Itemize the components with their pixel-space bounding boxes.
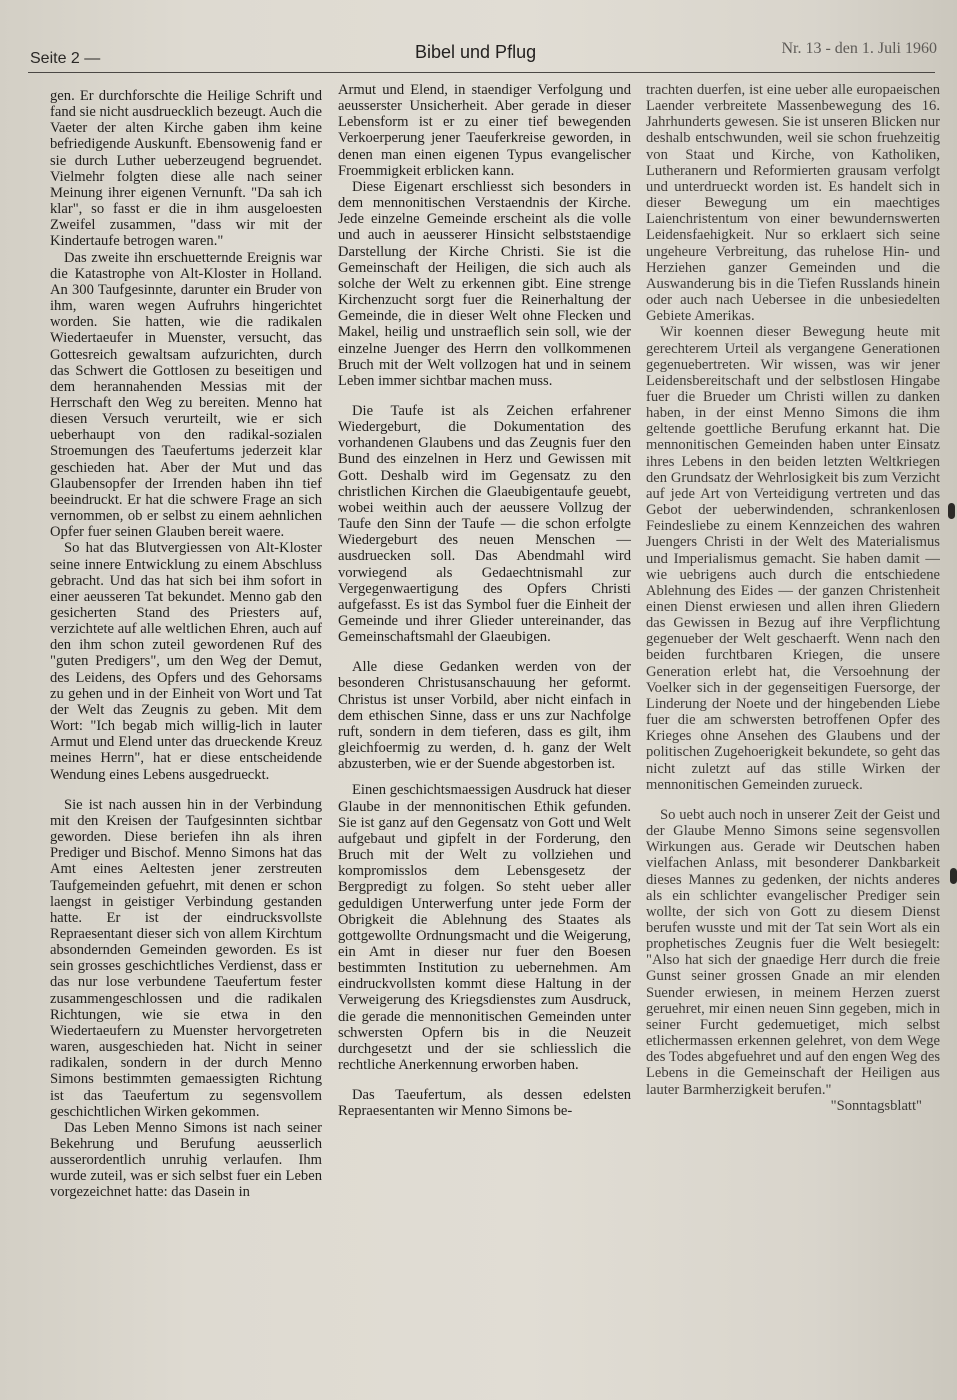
paragraph: Die Taufe ist als Zeichen erfahrener Wiedergeburt, die Dokumentation des vorhandenen Glaubens und das Zeugnis fuer den Bund des einzelnen in Herz und Gewissen mit Gott. Deshalb wird im Gegensatz zu den christlichen Kirchen die Glaeubigentaufe geuebt, wobei weithin auch der aeussere Vollzug der Taufe den Sinn der Taufe — die schon erfolgte Wiedergeburt des neuen Menschen — ausdruecken soll. Das Abendmahl wird vorwiegend als Gedaechtnismahl zur Vergegenwaertigung des Opfers Christi aufgefasst. Es ist das Symbol fuer die Einheit der Gemeinde und ihrer Glieder untereinander, das Gemeinschaftsmahl der Glaeubigen. bbox=[338, 402, 631, 646]
paragraph: gen. Er durchforschte die Heilige Schrift und fand sie nicht ausdruecklich bezeugt. Auch die Vaeter der alten Kirche gaben ihm keine befriedigende Auskunft. Ebensowenig fand er sie durch Luther ueberzeugend begruendet. Vielmehr folgten diese alle nach seiner Meinung ihrer eigenen Vernunft. "Da sah ich klar", so fasst er die in ihm ausgeloesten Zweifel zusammen, "dass wir mit der Kindertaufe betrogen waren." bbox=[50, 88, 322, 250]
page-header bbox=[30, 40, 939, 74]
paragraph: Alle diese Gedanken werden von der besonderen Christusanschauung her geformt. Christus ist unser Vorbild, aber nicht einfach in dem ethischen Sinne, dass er uns zur Nachfolge ruft, sondern in dem tieferen, dass es gilt, ihm gleichfoermig zu werden, d. h. ganz der Welt abzusterben, wie er der Suende abgestorben ist. bbox=[338, 659, 631, 773]
binding-hole-mark bbox=[950, 868, 957, 884]
paragraph: Das Leben Menno Simons ist nach seiner Bekehrung und Berufung aeusserlich ausserordentlich unruhig verlaufen. Ihm wurde zuteil, was er sich selbst fuer ein Leben vorgezeichnet hatte: das Dasein in bbox=[50, 1119, 322, 1201]
paragraph: So hat das Blutvergiessen von Alt-Kloster seine innere Entwicklung zu einem Abschluss gebracht. Und das hat sich bei ihm sofort in einer aeusseren Tat bekundet. Menno gab den gesicherten Stand des Priesters auf, verzichtete auf alle weltlichen Ehren, auch auf den ihm schon zuteil gewordenen Ruf des "guten Predigers", um den Weg der Demut, des Leidens, des Opfers und des Gehorsams zu gehen und in der Einheit von Wort und Tat der Welt das Zeugnis zu geben. Mit dem Wort: "Ich begab mich willig-lich in lauter Armut und Elend unter das drueckende Kreuz meines Herrn", hat er diese entscheidende Wendung eines Lebens ausgedrueckt. bbox=[50, 540, 322, 783]
paragraph: Wir koennen dieser Bewegung heute mit gerechterem Urteil als vergangene Generationen gegenuebertreten. Wir wissen, was wir jener Leidensbereitschaft und der selbstlosen Hingabe fuer die Brueder um Christi willen zu danken haben, in der einst Menno Simons die ihm geltende goettliche Berufung erkannt hat. Die mennonitischen Gemeinden haben unter Einsatz ihres Lebens in den beiden letzten Weltkriegen den Grundsatz der Wehrlosigkeit bis zum Verzicht auf jede Art von Verteidigung vertreten und das Gebot der ueberwindenden, schrankenlosen Feindesliebe zu einem Kennzeichen des wahren Juengers Christi in der Welt des Materialismus und Imperialismus gemacht. Sie haben damit — wie uebrigens auch durch die entschiedene Ablehnung des Eides — der ganzen Christenheit einen Dienst erwiesen und allen ihren Gliedern das Gewissen in Bezug auf ihre Verpflichtung gegenueber der Welt geschaerft. Wenn nach den beiden furchtbaren Kriegen, die unsere Generation erlebt hat, die Versoehnung der Voelker sich in der gegenseitigen Fuersorge, der Linderung der Noete und der hingebenden Liebe fuer die am schwersten betroffenen Opfer des Krieges ohne Ansehen des Glaubens und der politischen Zugehoerigkeit bekundete, so geht das nicht zuletzt auf das stille Wirken der mennonitischen Gemeinden zurueck. bbox=[646, 324, 940, 793]
paragraph: Sie ist nach aussen hin in der Verbindung mit den Kreisen der Taufgesinnten sichtbar geworden. Diese beriefen ihn als ihren Prediger und Bischof. Menno Simons hat das Amt eines Aeltesten jener zerstreuten Taufgemeinden gefuehrt, mit denen er schon laengst in geistiger Verbindung gestanden hatte. Er ist der eindrucksvollste Repraesentant dieser sich von allem Kirchtum absondernden Gemeinden geworden. Es ist sein grosses geschichtliches Verdienst, dass er das nur lose verbundene Taeufertum fester zusammengeschlossen und die radikalen Richtungen, wie sie etwa in den Wiedertaeufern zu Muenster hervorgetreten waren, ausgeschieden hat. Nicht in seiner radikalen, sondern in der durch Menno Simons bestimmten gemaessigten Richtung ist das Taeufertum zu segensvollem geschichtlichen Wirken gekommen. bbox=[50, 796, 322, 1120]
paragraph: Einen geschichtsmaessigen Ausdruck hat dieser Glaube in der mennonitischen Ethik gefunden. Sie ist ganz auf den Gegensatz von Gott und Welt aufgebaut und gipfelt in der Forderung, den Bruch mit der Welt zu vollziehen und kompromisslos dem Lebensgesetz der Bergpredigt zu folgen. So steht ueber aller geduldigen Unterwerfung unter jede Form der Obrigkeit die Ablehnung des Staates als gottgewollte Ordnungsmacht und die Weigerung, ein Amt in dieser nur fuer den Boesen bestimmten Institution zu uebernehmen. Am eindruckvollsten kommt diese Haltung in der Verweigerung des Kriegsdienstes zum Ausdruck, die gerade die mennonitischen Gemeinden unter schwersten Opfern bis in die Neuzeit durchgesetzt und der sie schliesslich die rechtliche Anerkennung erworben haben. bbox=[338, 782, 631, 1074]
text-column-2 bbox=[338, 82, 631, 1382]
issue-date: Nr. 13 - den 1. Juli 1960 bbox=[781, 40, 937, 57]
header-rule bbox=[28, 72, 935, 73]
page-number-label: Seite 2 — bbox=[30, 50, 101, 67]
publication-title: Bibel und Pflug bbox=[415, 42, 537, 62]
paragraph: So uebt auch noch in unserer Zeit der Geist und der Glaube Menno Simons seine segensvollen Wirkungen aus. Gerade wir Deutschen haben vielfachen Anlass, mit besonderer Dankbarkeit dieses Mannes zu gedenken, der nichts anderes als ein schlichter evangelischer Prediger sein wollte, der sich von Gott zu diesem Dienst berufen wusste und mit der Tat sein Wort als ein prophetisches Zeugnis fuer die Welt besiegelt: "Also hat sich der gnaedige Herr durch die freie Gunst seiner grossen Gnade an mir elenden Suender erwiesen, in meinem Herzen zuerst geruehret, mir einen neuen Sinn gegeben, mich in seiner Furcht gedemuetiget, mich selbst etlichermassen erkennen gelehret, von dem Wege des Todes abgefuehret und auf den engen Weg des Lebens in die Gemeinschaft der Heiligen aus lauter Barmherzigkeit berufen." bbox=[646, 806, 940, 1098]
binding-hole-mark bbox=[948, 503, 955, 519]
paragraph: Diese Eigenart erschliesst sich besonders in dem mennonitischen Verstaendnis der Kirche. Jede einzelne Gemeinde erscheint als die volle und auch in aeusserer Hinsicht selbststaendige Darstellung der Kirche Christi. Sie ist die Gemeinschaft der Heiligen, die sich auch als solche der Welt zu erkennen gibt. Eine strenge Kirchenzucht sorgt fuer die Reinerhaltung der Gemeinde, die in dieser Welt ohne Flecken und Makel, heilig und unstraeflich sein soll, wie der einzelne Juenger des Herrn den vollkommenen Bruch mit der Welt vollzogen hat und in seinem Leben immer sichtbar machen muss. bbox=[338, 178, 631, 389]
text-column-1 bbox=[50, 88, 322, 1388]
paragraph: trachten duerfen, ist eine ueber alle europaeischen Laender verbreitete Massenbewegung des 16. Jahrhunderts gewesen. Sie ist unseren Blicken nur deshalb entschwunden, weil sie schon fruehzeitig von Staat und Kirche, von Katholiken, Lutheranern und Reformierten grausam verfolgt und unterdrueckt worden ist. Es handelt sich in dieser Bewegung um ein maechtiges Laienchristentum von einer bewundernswerten Leidensfaehigkeit. Nur so erklaert sich seine ungeheure Verbreitung, das ruhelose Hin- und Herziehen ganzer Gemeinden und die Auswanderung bis in die Tiefen Russlands hinein oder auch nach Uebersee in die unbesiedelten Gebiete Amerikas. bbox=[646, 82, 940, 325]
text-column-3 bbox=[646, 82, 940, 1382]
paragraph: Das Taeufertum, als dessen edelsten Repraesentanten wir Menno Simons be- bbox=[338, 1087, 631, 1120]
source-signature: "Sonntagsblatt" bbox=[830, 1097, 922, 1114]
paragraph: Das zweite ihn erschuetternde Ereignis war die Katastrophe von Alt-Kloster in Holland. An 300 Taufgesinnte, darunter ein Bruder von ihm, waren wegen Aufruhrs hingerichtet worden. Sie hatten, wie die radikalen Wiedertaeufer in Muenster, versucht, das Gottesreich gewaltsam aufzurichten, durch das Schwert die Gottlosen zu beseitigen und dem herannahenden Messias mit der Herrschaft den Weg zu bereiten. Menno hat diesen Versuch verurteilt, wie er sich ueberhaupt von den radikal-sozialen Stroemungen des Taeufertums jederzeit klar geschieden hat. Aber der Mut und das Glaubensopfer der Irrenden haben ihn tief beeindruckt. Er hat die schwere Frage an sich vernommen, ob er selbst zu einem aehnlichen Opfer fuer seinen Glauben bereit waere. bbox=[50, 249, 322, 541]
paragraph: Armut und Elend, in staendiger Verfolgung und aeusserster Unsicherheit. Aber gerade in dieser Lebensform ist er zu einer tief bewegenden Verkoerperung jener Taeuferkreise geworden, in denen man einen eigenen Typus evangelischer Froemmigkeit erblicken kann. bbox=[338, 82, 631, 179]
